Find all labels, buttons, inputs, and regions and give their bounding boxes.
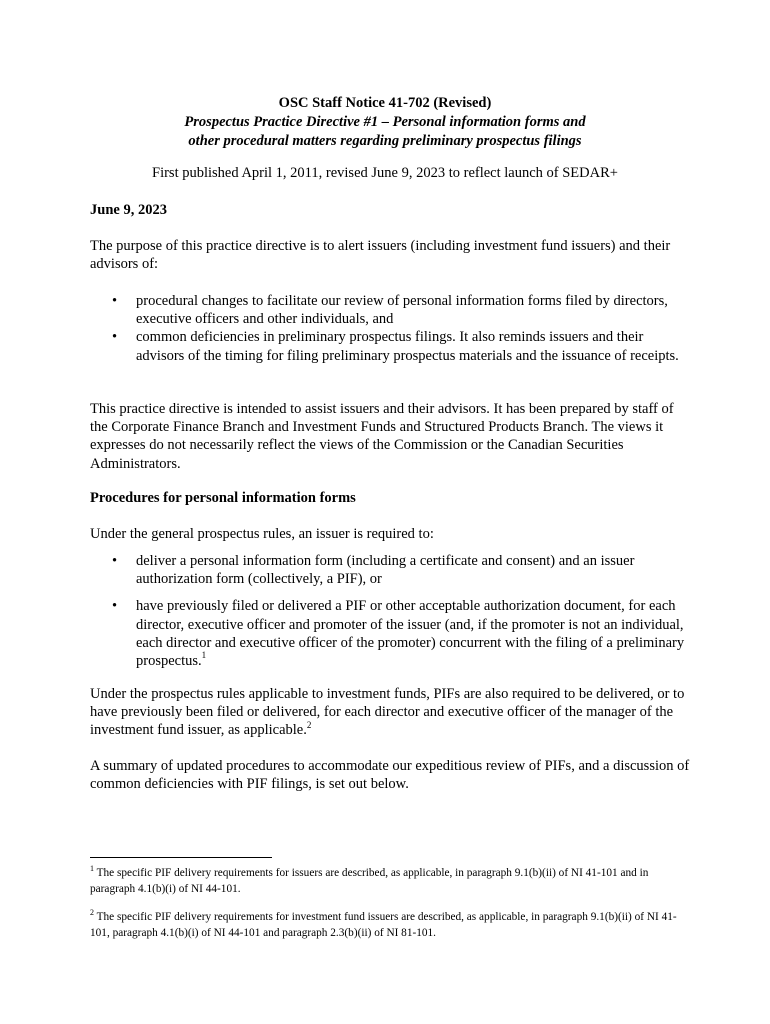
footnote-ref-2: 2	[306, 719, 312, 730]
intro-paragraph: The purpose of this practice directive is to alert issuers (including investment fund issuers) and their advisors of:	[90, 238, 671, 273]
assist-paragraph: This practice directive is intended to assist issuers and their advisors. It has been prepared by staff of the Corporate Finance Branch and Investment Funds and Structured Products Branch. The views it expresses do not necessarily reflect the views of the Commission or the Canadian Securities Administrators.	[90, 401, 674, 472]
footnote-1	[90, 866, 690, 897]
subtitle-line-2: other procedural matters regarding preliminary prospectus filings	[188, 133, 582, 149]
notice-title: OSC Staff Notice 41-702 (Revised)	[278, 95, 492, 111]
footnote-2	[90, 910, 690, 941]
notice-subtitle	[80, 113, 690, 151]
footnote-2-number: 2	[90, 908, 94, 918]
subtitle-line-1: Prospectus Practice Directive #1 – Personal information forms and	[184, 114, 586, 130]
footnote-2-text: The specific PIF delivery requirements for investment fund issuers are described, as applicable, in paragraph 9.1(b)(ii) of NI 41-101, paragraph 4.1(b)(i) of NI 44-101 and paragraph 2.3(b)(ii) of NI 81-101.	[90, 911, 677, 939]
section-lead: Under the general prospectus rules, an issuer is required to:	[90, 526, 434, 542]
funds-paragraph	[90, 685, 690, 740]
notice-date: June 9, 2023	[90, 202, 167, 218]
footnote-1-text: The specific PIF delivery requirements for issuers are described, as applicable, in paragraph 9.1(b)(ii) of NI 41-101 and in paragraph 4.1(b)(i) of NI 44-101.	[90, 867, 649, 895]
intro-bullet-list	[90, 292, 690, 365]
funds-paragraph-text: Under the prospectus rules applicable to investment funds, PIFs are also required to be delivered, or to have previously been filed or delivered, for each director and executive officer of the manager of the investment fund issuer, as applicable.	[90, 686, 685, 739]
intro-bullet-2: • common deficiencies in preliminary prospectus filings. It also reminds issuers and their advisors of the timing for filing preliminary prospectus materials and the issuance of receipts.	[90, 328, 690, 364]
footnote-separator	[90, 857, 272, 858]
intro-bullet-1: • procedural changes to facilitate our review of personal information forms filed by directors, executive officers and other individuals, and	[90, 292, 690, 328]
section-bullet-list	[90, 552, 690, 670]
summary-paragraph: A summary of updated procedures to accommodate our expeditious review of PIFs, and a discussion of common deficiencies with PIF filings, is set out below.	[90, 758, 690, 793]
section-bullet-2-text: have previously filed or delivered a PIF or other acceptable authorization document, for each director, executive officer and promoter of the issuer (and, if the promoter is not an individual, each director and executive officer of the promoter) concurrent with the filing of a preliminary prospectus.	[136, 598, 685, 670]
section-heading: Procedures for personal information forms	[90, 490, 356, 506]
footnote-ref-1: 1	[201, 650, 207, 661]
section-bullet-1: • deliver a personal information form (including a certificate and consent) and an issuer authorization form (collectively, a PIF), or	[90, 552, 690, 588]
publication-note: First published April 1, 2011, revised June 9, 2023 to reflect launch of SEDAR+	[152, 165, 618, 181]
section-bullet-2	[90, 597, 690, 670]
footnote-1-number: 1	[90, 864, 94, 874]
